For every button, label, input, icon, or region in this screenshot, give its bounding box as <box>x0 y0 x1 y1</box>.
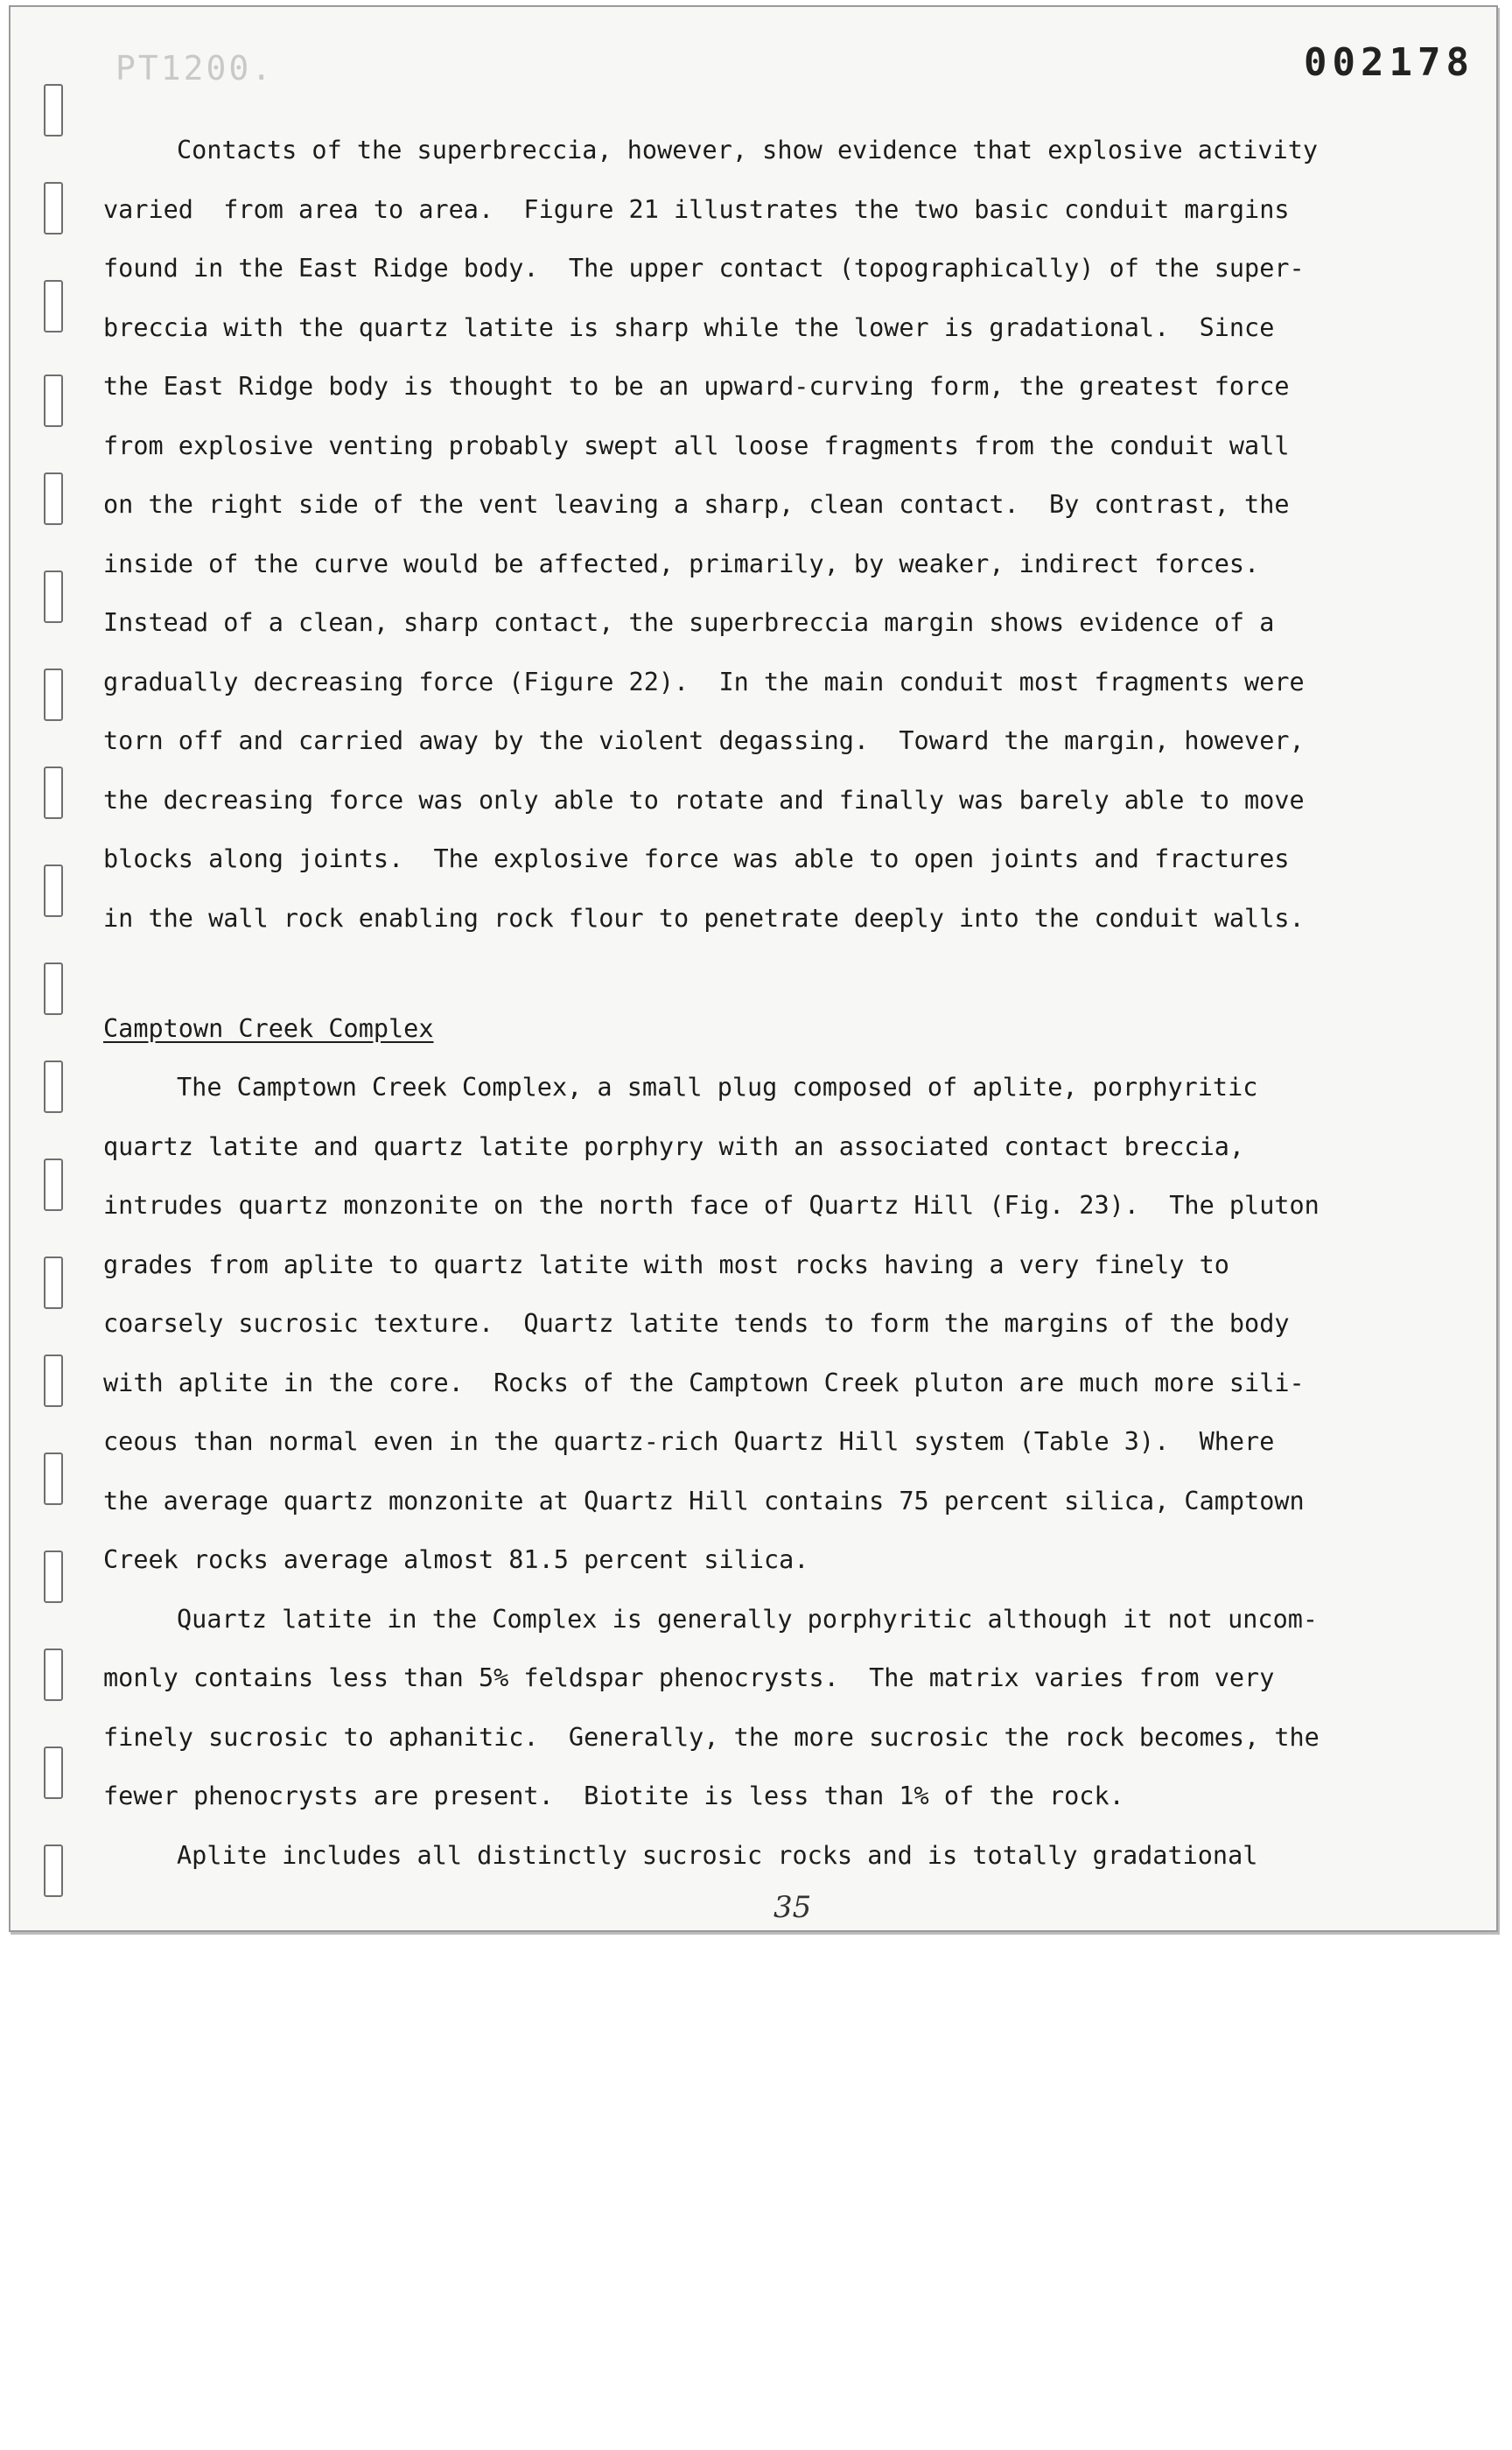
text-line: with aplite in the core. Rocks of the Camptown Creek pluton are much more sili- <box>103 1368 1305 1397</box>
text-line: in the wall rock enabling rock flour to penetrate deeply into the conduit walls. <box>103 903 1305 933</box>
text-line: breccia with the quartz latite is sharp while the lower is gradational. Since <box>103 312 1275 342</box>
section-gap <box>103 948 1372 1000</box>
page-number: 35 <box>774 1890 812 1925</box>
punch-hole <box>44 182 63 234</box>
punch-hole <box>44 1844 63 1897</box>
text-line: torn off and carried away by the violent degassing. Toward the margin, however, <box>103 726 1305 755</box>
text-line: coarsely sucrosic texture. Quartz latite tends to form the margins of the body <box>103 1309 1290 1338</box>
document-number: 002178 <box>1304 40 1474 85</box>
punch-hole-strip <box>10 7 63 1930</box>
text-line: finely sucrosic to aphanitic. Generally, the more sucrosic the rock becomes, the <box>103 1722 1320 1752</box>
punch-hole <box>44 570 63 623</box>
punch-hole <box>44 1354 63 1407</box>
punch-hole <box>44 1256 63 1309</box>
text-line: quartz latite and quartz latite porphyry with an associated contact breccia, <box>103 1131 1245 1161</box>
text-line: found in the East Ridge body. The upper contact (topographically) of the super- <box>103 254 1305 283</box>
punch-hole <box>44 84 63 136</box>
text-line: monly contains less than 5% feldspar phenocrysts. The matrix varies from very <box>103 1663 1275 1692</box>
text-line: Aplite includes all distinctly sucrosic rocks and is totally gradational <box>177 1840 1258 1870</box>
text-line: blocks along joints. The explosive force was able to open joints and fractures <box>103 844 1290 873</box>
document-page <box>9 5 1498 1932</box>
punch-hole <box>44 1746 63 1799</box>
text-line: gradually decreasing force (Figure 22). In the main conduit most fragments were <box>103 667 1305 696</box>
text-line: ceous than normal even in the quartz-rich Quartz Hill system (Table 3). Where <box>103 1427 1275 1456</box>
text-line: the East Ridge body is thought to be an upward-curving form, the greatest force <box>103 372 1290 401</box>
text-line: on the right side of the vent leaving a sharp, clean contact. By contrast, the <box>103 490 1290 519</box>
punch-hole <box>44 1648 63 1701</box>
punch-hole <box>44 962 63 1015</box>
punch-hole <box>44 668 63 721</box>
body-text <box>103 121 1372 1885</box>
section-heading: Camptown Creek Complex <box>103 1014 434 1043</box>
punch-hole <box>44 280 63 332</box>
text-line: Creek rocks average almost 81.5 percent silica. <box>103 1545 809 1574</box>
punch-hole <box>44 1550 63 1603</box>
punch-hole <box>44 1060 63 1113</box>
text-line: the decreasing force was only able to rotate and finally was barely able to move <box>103 785 1305 815</box>
text-line: intrudes quartz monzonite on the north face of Quartz Hill (Fig. 23). The pluton <box>103 1191 1320 1220</box>
text-line: Quartz latite in the Complex is generally porphyritic although it not uncom- <box>177 1604 1319 1634</box>
punch-hole <box>44 472 63 525</box>
punch-hole <box>44 1452 63 1505</box>
text-line: grades from aplite to quartz latite with most rocks having a very finely to <box>103 1250 1229 1279</box>
document-id-stamp: PT1200. <box>116 49 275 88</box>
text-line: Instead of a clean, sharp contact, the superbreccia margin shows evidence of a <box>103 608 1275 637</box>
text-line: fewer phenocrysts are present. Biotite is less than 1% of the rock. <box>103 1782 1124 1810</box>
punch-hole <box>44 864 63 917</box>
punch-hole <box>44 766 63 819</box>
punch-hole <box>44 1158 63 1211</box>
text-line: Contacts of the superbreccia, however, show evidence that explosive activity <box>177 136 1319 164</box>
text-line: The Camptown Creek Complex, a small plug composed of aplite, porphyritic <box>177 1073 1258 1102</box>
text-line: from explosive venting probably swept all loose fragments from the conduit wall <box>103 430 1290 460</box>
text-line: the average quartz monzonite at Quartz Hill contains 75 percent silica, Camptown <box>103 1486 1305 1516</box>
text-line: varied from area to area. Figure 21 illustrates the two basic conduit margins <box>103 194 1290 224</box>
punch-hole <box>44 374 63 427</box>
text-line: inside of the curve would be affected, primarily, by weaker, indirect forces. <box>103 549 1260 578</box>
